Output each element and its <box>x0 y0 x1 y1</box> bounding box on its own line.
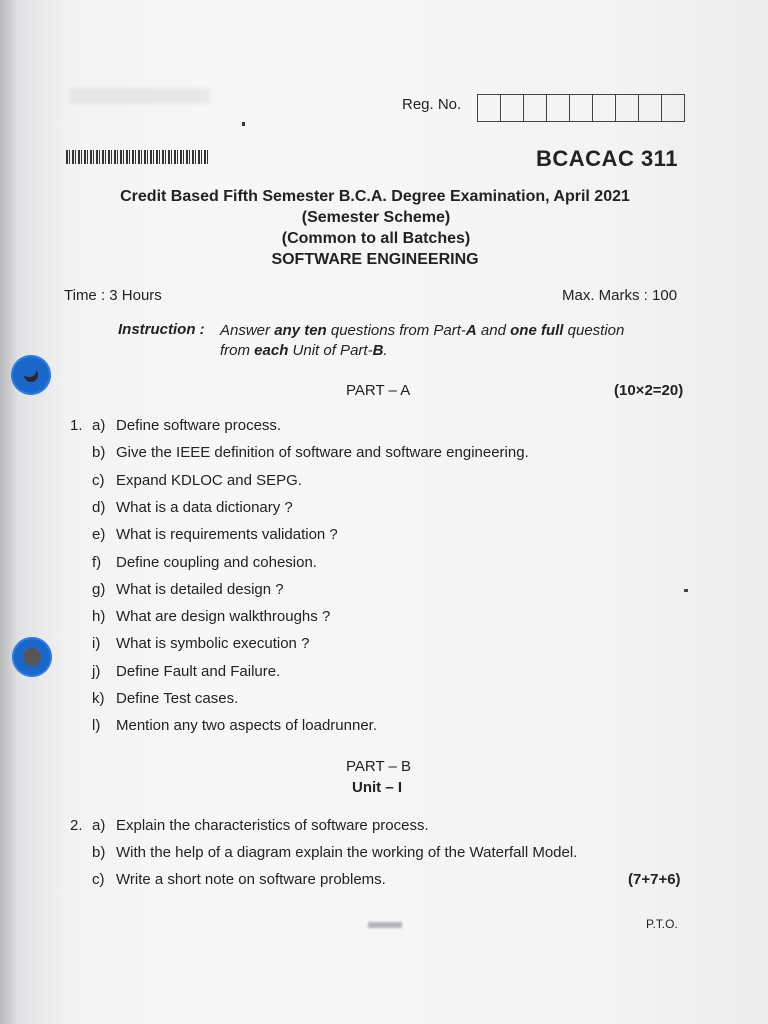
time-allowed: Time : 3 Hours <box>64 287 162 304</box>
question-letter: f) <box>92 553 102 571</box>
question-text: Explain the characteristics of software process. <box>116 817 429 834</box>
max-marks: Max. Marks : 100 <box>562 287 678 304</box>
question-letter: g) <box>92 580 106 598</box>
question-text: What is detailed design ? <box>116 580 284 598</box>
speck <box>242 122 245 126</box>
question-letter: h) <box>92 608 106 626</box>
question-text: Define software process. <box>116 417 282 434</box>
question-letter: a) <box>92 817 106 834</box>
unit-heading: Unit – I <box>352 779 403 796</box>
question-text: What are design walkthroughs ? <box>116 608 331 626</box>
reg-no-label: Reg. No. <box>402 96 462 113</box>
question-text: With the help of a diagram explain the working of the Waterfall Model. <box>116 844 578 861</box>
question-number: 1. <box>70 417 83 434</box>
instruction-text: Answer any ten questions from Part-A and one full question from each Unit of Part-B. <box>220 322 625 359</box>
pto-label: P.T.O. <box>646 917 678 931</box>
question-letter: j) <box>92 662 101 680</box>
question-letter: b) <box>92 444 106 462</box>
question-letter: c) <box>92 871 105 888</box>
subject-title: SOFTWARE ENGINEERING <box>271 251 479 268</box>
question-text: Write a short note on software problems. <box>116 871 386 888</box>
smudge-mark <box>368 922 402 928</box>
speck <box>684 589 688 592</box>
paper-code: BCACAC 311 <box>536 146 678 171</box>
question-letter: i) <box>92 635 101 653</box>
question-text: What is a data dictionary ? <box>116 498 293 516</box>
part-a-marks: (10×2=20) <box>614 382 684 399</box>
question-text: Expand KDLOC and SEPG. <box>116 471 302 489</box>
part-a-heading: PART – A <box>346 382 411 399</box>
scan-edge-shadow <box>0 0 18 1024</box>
question-text: What is symbolic execution ? <box>116 635 310 653</box>
question-text: Give the IEEE definition of software and software engineering. <box>116 444 529 462</box>
question-letter: c) <box>92 471 105 489</box>
exam-title: Credit Based Fifth Semester B.C.A. Degree Examination, April 2021 <box>120 188 630 205</box>
barcode <box>66 150 208 164</box>
question-letter: e) <box>92 526 106 544</box>
question-letter: l) <box>92 717 101 735</box>
question-text: Mention any two aspects of loadrunner. <box>116 717 377 735</box>
scheme-title: (Semester Scheme) <box>301 209 451 226</box>
punch-hole-top <box>11 355 51 395</box>
question-text: What is requirements validation ? <box>116 526 338 544</box>
part-b-marks: (7+7+6) <box>628 871 681 888</box>
reg-no-boxes <box>477 94 685 122</box>
question-letter: k) <box>92 690 105 707</box>
punch-hole-bottom <box>12 637 52 677</box>
part-b-heading: PART – B <box>346 758 412 775</box>
question-letter: d) <box>92 498 106 516</box>
question-number: 2. <box>70 817 83 834</box>
question-text: Define Test cases. <box>116 690 239 707</box>
question-letter: a) <box>92 417 106 434</box>
bleed-through-mark <box>70 88 210 104</box>
question-text: Define coupling and cohesion. <box>116 553 317 571</box>
question-letter: b) <box>92 844 106 861</box>
batches-title: (Common to all Batches) <box>281 230 471 247</box>
instruction-label: Instruction : <box>118 321 205 338</box>
question-text: Define Fault and Failure. <box>116 662 281 680</box>
